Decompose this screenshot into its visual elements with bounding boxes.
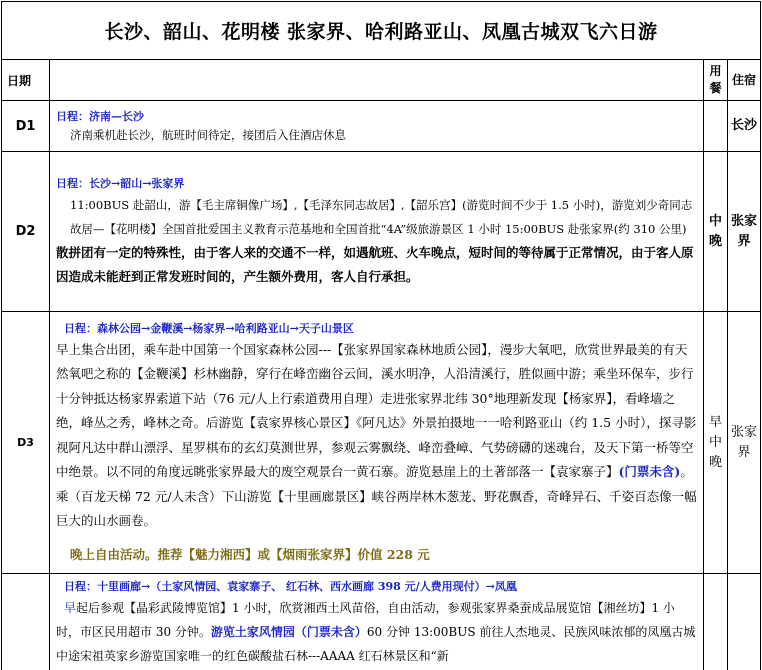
day-label: D1	[2, 101, 50, 152]
header-row	[2, 60, 761, 101]
ticket-note: 游览土家风情园（门票未含）	[210, 625, 367, 639]
description-text-continued: 。乘（百龙天梯 72 元/人未含）下山游览【十里画廊景区】峡谷两岸林木葱茏、野花飘香，奇峰异石、千姿百态像一幅巨大的山水画卷。	[56, 464, 697, 528]
description-text: 起后参观【晶彩武陵博览馆】1 小时，欣赏湘西土风苗俗，自由活动，参观张家界桑蚕成品展览馆【湘丝坊】1 小时，市区民用超市 30 分钟。	[56, 601, 675, 639]
meal-cell: 中晚	[704, 152, 728, 312]
meal-cell	[704, 574, 728, 670]
day-row-d2	[2, 152, 761, 312]
route-line: 日程：十里画廊→（土家风情园、袁家寨子、 红石林、西水画廊 398 元/人费用现付）→凤凰	[64, 580, 517, 593]
day-content	[50, 574, 704, 670]
day-row-d1	[2, 101, 761, 152]
day-content	[50, 101, 704, 152]
description-first-char: 早	[64, 601, 77, 615]
day-label	[2, 574, 50, 670]
route-line: 日程：森林公园→金鞭溪→杨家界→哈利路亚山→天子山景区	[64, 321, 354, 335]
stay-cell: 张家界	[728, 312, 761, 574]
ticket-note: (门票未含)	[618, 464, 681, 479]
meal-cell: 早中晚	[704, 312, 728, 574]
day-row-d3	[2, 312, 761, 574]
day-row-d4	[2, 574, 761, 670]
stay-cell: 张家界	[728, 152, 761, 312]
header-date: 日期	[2, 60, 50, 101]
stay-cell	[728, 574, 761, 670]
header-content	[50, 60, 704, 101]
day-description	[56, 596, 697, 668]
day-label: D3	[2, 312, 50, 574]
day-description: 11:00BUS 赴韶山，游【毛主席铜像广场】,【毛泽东同志故居】,【韶乐宫】(游览时间不少于 1.5 小时)，游览刘少奇同志故居—【花明楼】全国首批爱国主义教育示范基地和全国首批“4A”级旅游景区 1 小时 15:00BUS 赴张家界(约 310 公里)	[70, 197, 693, 236]
day-label: D2	[2, 152, 50, 312]
meal-cell	[704, 101, 728, 152]
route-line: 日程：长沙→韶山→张家界	[56, 176, 185, 190]
itinerary-title: 长沙、韶山、花明楼 张家界、哈利路亚山、凤凰古城双飞六日游	[2, 2, 761, 60]
day-content	[50, 312, 704, 574]
warning-note: 散拼团有一定的特殊性，由于客人来的交通不一样，如遇航班、火车晚点，短时间的等待属于正常情况，由于客人原因造成未能赶到正常发班时间的，产生额外费用，客人自行承担。	[56, 244, 694, 284]
header-stay: 住宿	[728, 60, 761, 101]
day-description	[56, 338, 697, 534]
description-text: 早上集合出团，乘车赴中国第一个国家森林公园---【张家界国家森林地质公园】，漫步大氧吧，欣赏世界最美的有天然氧吧之称的【金鞭溪】杉林幽静，穿行在峰峦幽谷云间，溪水明净，人沿清溪行，胜似画中游；乘坐环保车，步行十分钟抵达杨家界索道下站（76 元/人上行索道费用自理）走进张家界北纬 30°地理新发现【杨家界】，看峰墙之绝，峰丛之秀，峰林之奇。后游览【袁家界核心景区】《阿凡达》外景拍摄地一一哈利路亚山（约 1.5 小时），探寻影视阿凡达中群山漂浮、星罗棋布的玄幻莫测世界，参观云雾飘绕、峰峦叠嶂、气势磅礴的迷魂台，及天下第一桥等空中绝景。以不同的角度远眺张家界最大的废空观景台一黄石寨。游览悬崖上的土著部落一【袁家寨子】	[56, 341, 697, 479]
header-meal: 用餐	[704, 60, 728, 101]
evening-activity: 晚上自由活动。推荐【魅力湘西】或【烟雨张家界】价值 228 元	[70, 546, 430, 562]
itinerary-table	[1, 1, 761, 670]
route-line: 日程：济南—长沙	[56, 110, 144, 123]
day-description: 济南乘机赴长沙，航班时间待定，接团后入住酒店休息	[70, 128, 346, 142]
day-content	[50, 152, 704, 312]
description-text-continued: 60 分钟 13:00BUS 前往人杰地灵、民族风味浓郁的凤凰古城 中途宋祖英家乡游览国家唯一的红色碳酸盐石林---AAAA 红石林景区和“新	[56, 625, 696, 663]
stay-cell: 长沙	[728, 101, 761, 152]
